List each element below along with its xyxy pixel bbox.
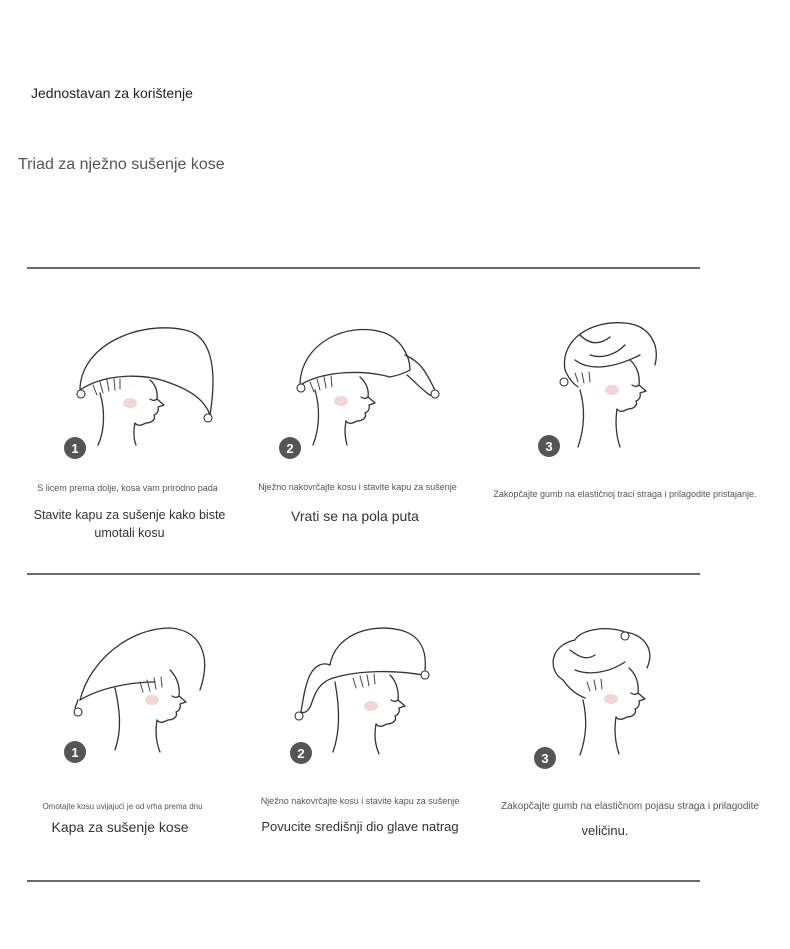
step3b-caption: veličinu. — [581, 823, 629, 838]
svg-text:2: 2 — [286, 441, 294, 456]
svg-text:3: 3 — [541, 751, 549, 766]
step2-caption: Vrati se na pola puta — [291, 508, 419, 524]
svg-text:1: 1 — [71, 745, 79, 760]
head-towel-step3-icon — [530, 315, 710, 465]
divider-middle — [27, 573, 700, 575]
step2b-note: Nježno nakovrčajte kosu i stavite kapu za sušenje — [260, 796, 460, 806]
step1-caption: Stavite kapu za sušenje kako biste umotali kosu — [33, 508, 226, 540]
step2-note: Nježno nakovrčajte kosu i stavite kapu za sušenje — [258, 482, 457, 492]
step2-illustration — [275, 315, 455, 465]
page-subtitle: Triad za nježno sušenje kose — [18, 156, 225, 173]
head-towel-step3-icon — [525, 620, 705, 770]
step3-illustration — [530, 315, 710, 465]
step1-illustration — [60, 315, 240, 465]
divider-bottom — [27, 880, 700, 882]
divider-top — [27, 267, 700, 269]
step1b-illustration — [60, 620, 240, 770]
step1b-caption: Kapa za sušenje kose — [51, 819, 189, 835]
step3b-note: Zakopčajte gumb na elastičnom pojasu straga i prilagodite — [501, 801, 759, 812]
step2b-caption: Povucite središnji dio glave natrag — [261, 819, 459, 834]
head-towel-step1-icon — [60, 620, 240, 770]
step3b-illustration — [525, 620, 705, 770]
step2b-illustration — [275, 620, 455, 770]
section-label: Jednostavan za korištenje — [31, 85, 193, 101]
svg-text:2: 2 — [297, 746, 305, 761]
svg-text:3: 3 — [545, 439, 553, 454]
step1b-note: Omotajte kosu uvijajući je od vrha prema dnu — [42, 802, 203, 811]
svg-text:1: 1 — [71, 441, 79, 456]
head-towel-step1-icon — [60, 315, 240, 465]
step3-note: Zakopčajte gumb na elastičnoj traci straga i prilagodite pristajanje. — [493, 489, 757, 499]
head-towel-step2-icon — [275, 620, 455, 770]
step1-note: S licem prema dolje, kosa vam prirodno pada — [37, 483, 218, 493]
head-towel-step2-icon — [275, 315, 455, 465]
